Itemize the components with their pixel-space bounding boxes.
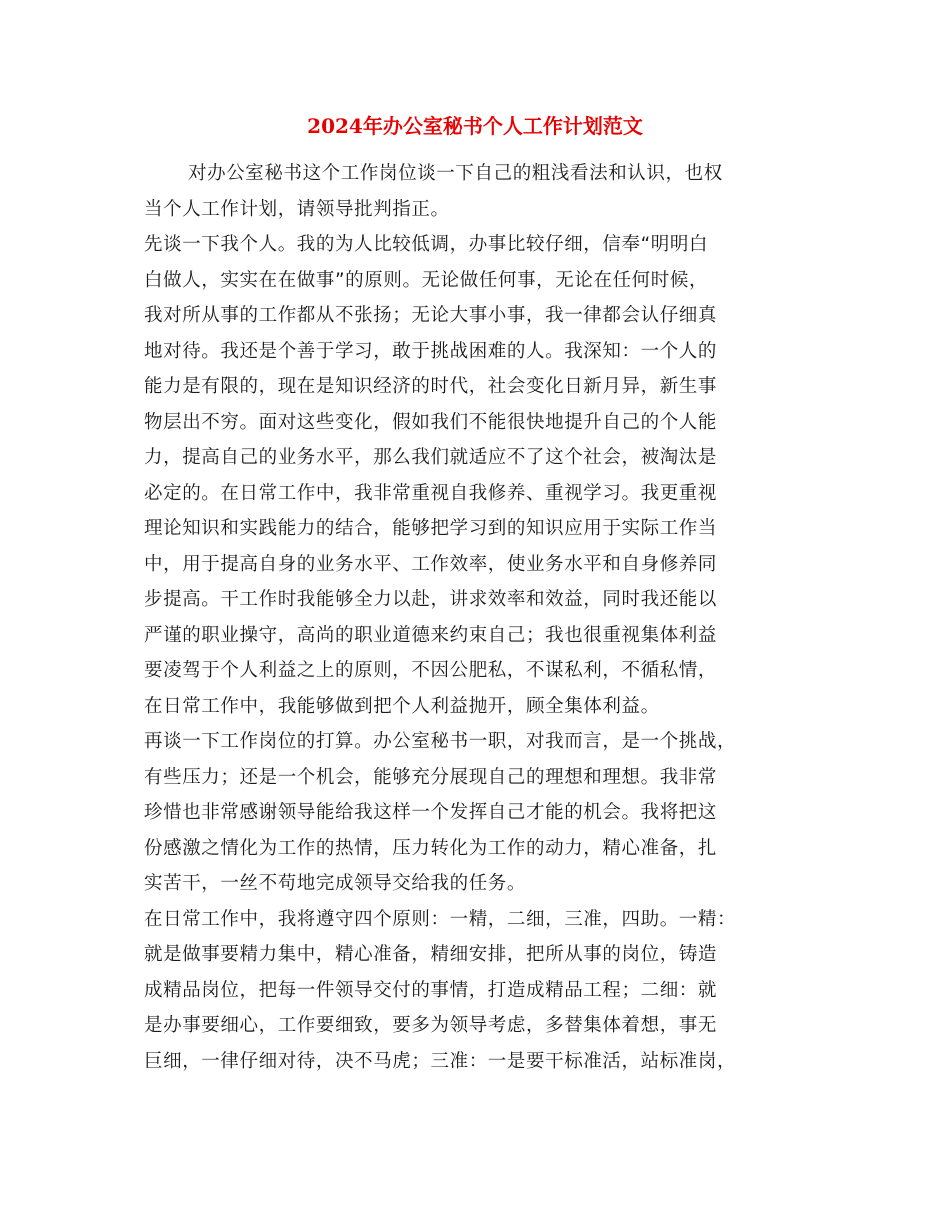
paragraph-line: 就是做事要精力集中，精心准备，精细安排，把所从事的岗位，铸造	[144, 944, 718, 965]
paragraph-line: 步提高。干工作时我能够全力以赴，讲求效率和效益，同时我还能以	[144, 589, 718, 610]
paragraph-line: 珍惜也非常感谢领导能给我这样一个发挥自己才能的机会。我将把这	[144, 802, 718, 823]
paragraph-line: 在日常工作中，我将遵守四个原则：一精，二细，三准，四助。一精：	[144, 908, 737, 930]
paragraph-line: 中，用于提高自身的业务水平、工作效率，使业务水平和自身修养同	[144, 553, 718, 575]
document-body	[144, 156, 804, 1079]
paragraph-line: 物层出不穷。面对这些变化，假如我们不能很快地提升自己的个人能	[144, 411, 718, 433]
paragraph-line: 我对所从事的工作都从不张扬；无论大事小事，我一律都会认仔细真	[144, 305, 718, 326]
paragraph-line: 严谨的职业操守，高尚的职业道德来约束自己；我也很重视集体利益	[144, 624, 718, 646]
paragraph-line: 有些压力；还是一个机会，能够充分展现自己的理想和理想。我非常	[144, 766, 718, 788]
paragraph-line: 对办公室秘书这个工作岗位谈一下自己的粗浅看法和认识，也权	[188, 163, 723, 184]
paragraph-line: 必定的。在日常工作中，我非常重视自我修养、重视学习。我更重视	[144, 482, 718, 504]
paragraph-line: 能力是有限的，现在是知识经济的时代，社会变化日新月异，新生事	[144, 376, 718, 397]
paragraph-line: 先谈一下我个人。我的为人比较低调，办事比较仔细，信奉“明明白	[144, 234, 709, 255]
paragraph-line: 力，提高自己的业务水平，那么我们就适应不了这个社会，被淘汰是	[144, 447, 718, 468]
document-title: 2024年办公室秘书个人工作计划范文	[307, 114, 643, 138]
paragraph-line: 是办事要细心，工作要细致，要多为领导考虑，多替集体着想，事无	[144, 1015, 718, 1036]
paragraph-line: 巨细，一律仔细对待，决不马虎；三准：一是要干标准活，站标准岗，	[144, 1050, 737, 1072]
paragraph-line: 理论知识和实践能力的结合，能够把学习到的知识应用于实际工作当	[144, 518, 718, 539]
paragraph-line: 当个人工作计划，请领导批判指正。	[144, 198, 450, 220]
paragraph-line: 在日常工作中，我能够做到把个人利益抛开，顾全集体利益。	[144, 695, 660, 717]
paragraph-line: 要凌驾于个人利益之上的原则，不因公肥私，不谋私利，不循私情，	[144, 660, 718, 681]
paragraph-line: 白做人，实实在在做事”的原则。无论做任何事，无论在任何时候，	[144, 269, 709, 291]
paragraph-line: 成精品岗位，把每一件领导交付的事情，打造成精品工程；二细：就	[144, 979, 718, 1001]
paragraph-line: 地对待。我还是个善于学习，敢于挑战困难的人。我深知：一个人的	[144, 340, 718, 362]
paragraph-line: 份感激之情化为工作的热情，压力转化为工作的动力，精心准备，扎	[144, 837, 718, 859]
paragraph-line: 实苦干，一丝不苟地完成领导交给我的任务。	[144, 873, 527, 894]
paragraph-line: 再谈一下工作岗位的打算。办公室秘书一职，对我而言，是一个挑战，	[144, 731, 737, 752]
